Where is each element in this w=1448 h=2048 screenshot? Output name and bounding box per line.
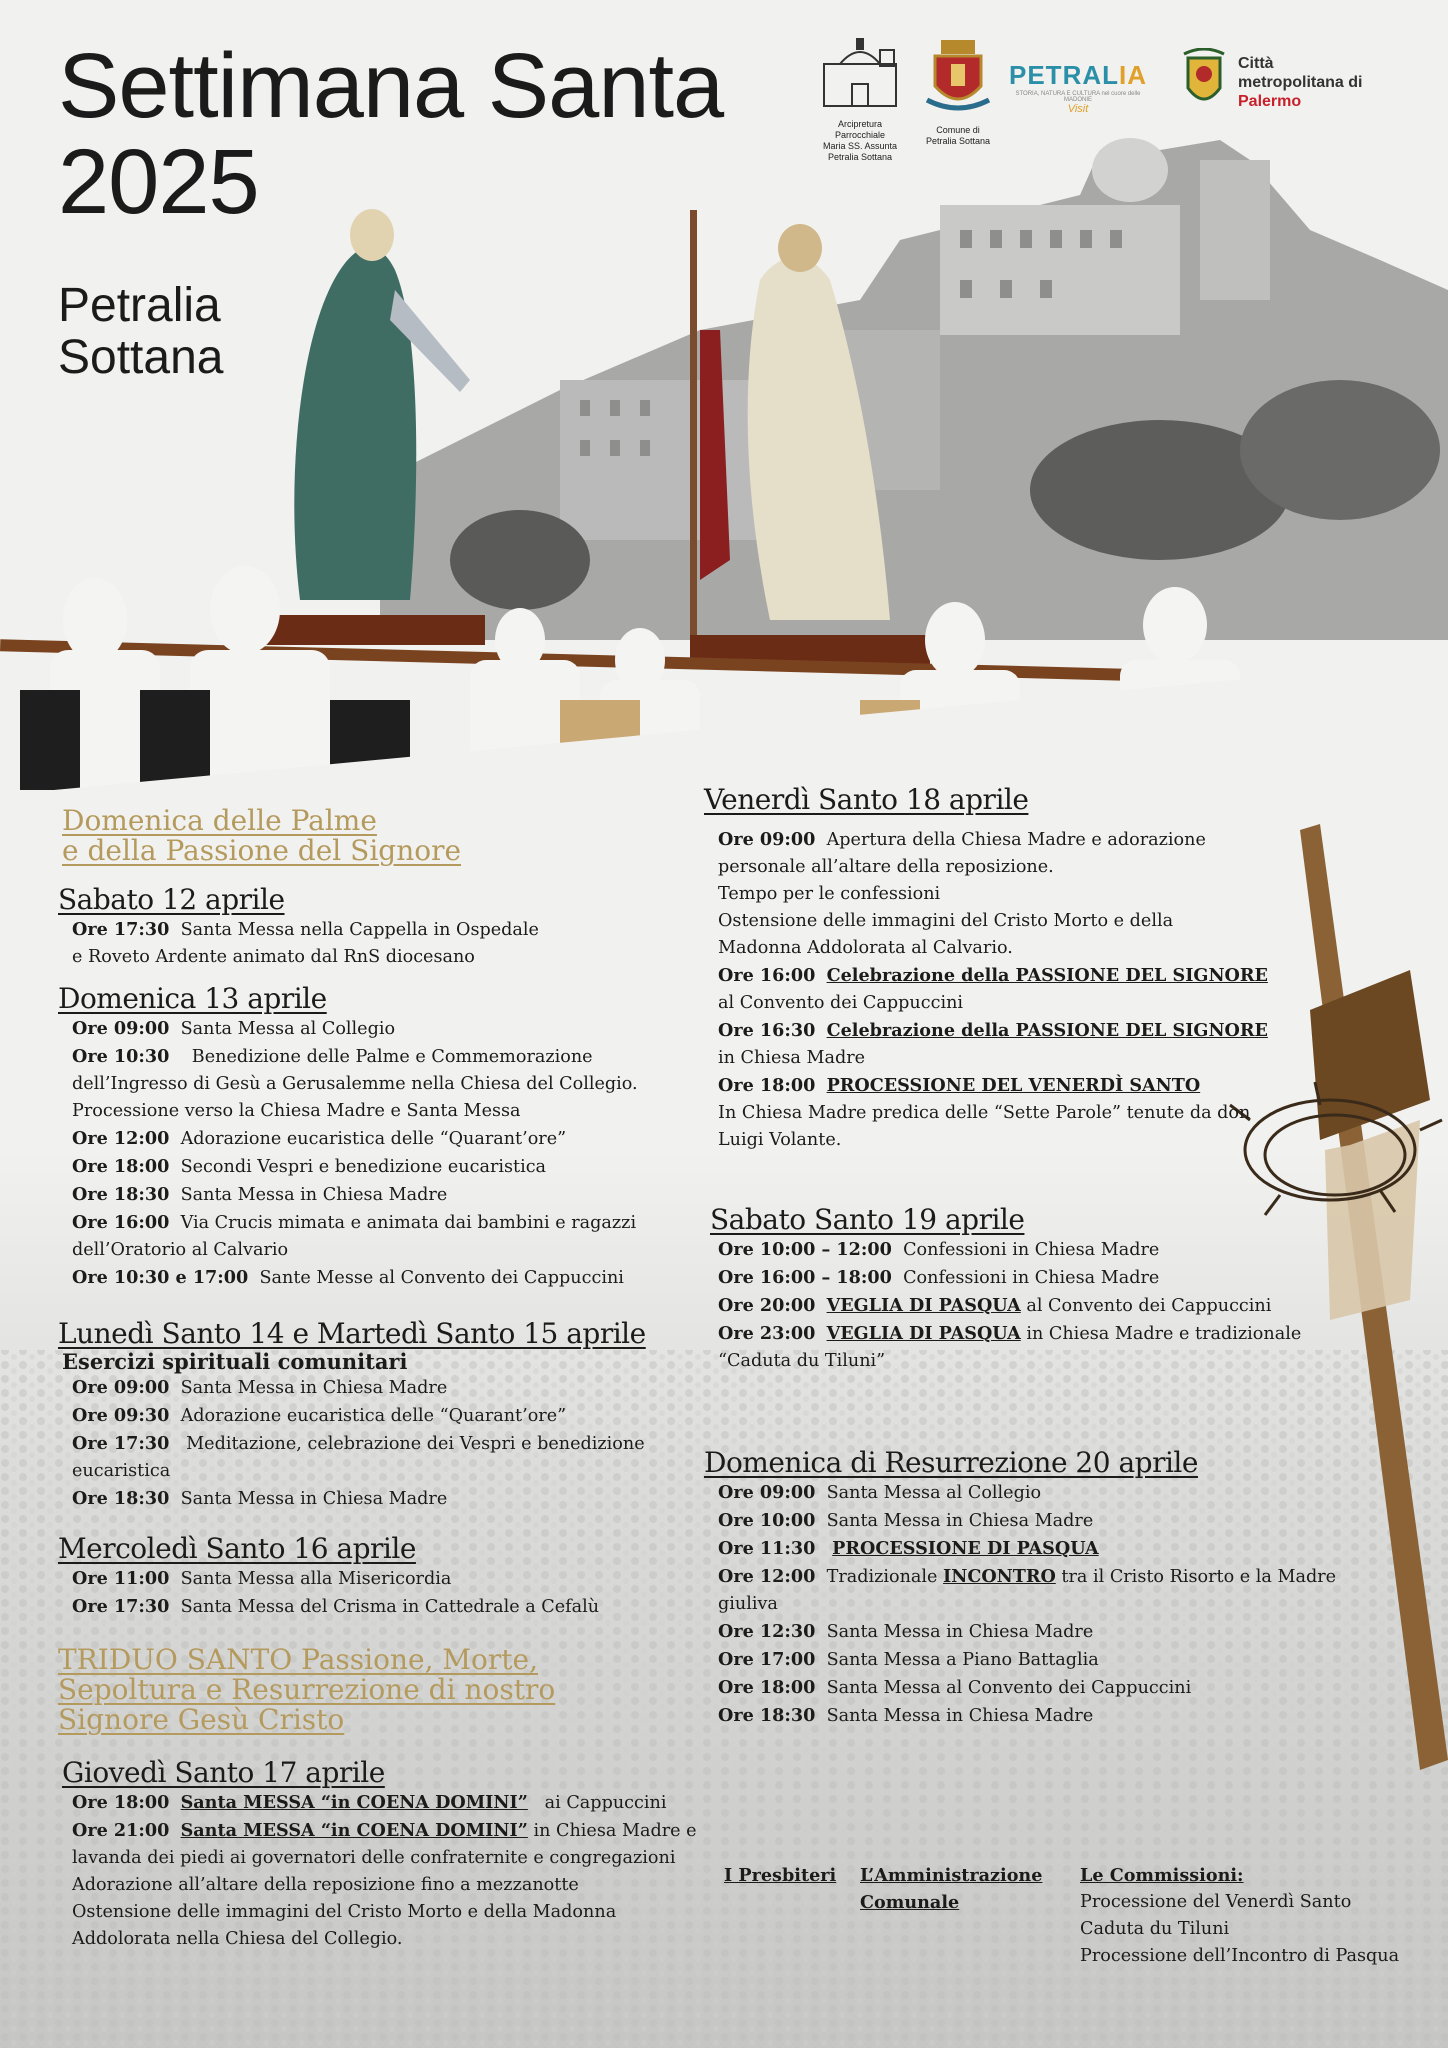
schedule-line	[704, 826, 1344, 854]
commissione-3: Processione dell’Incontro di Pasqua	[1080, 1946, 1400, 1966]
time: Ore 18:00	[718, 1677, 816, 1698]
time: Ore 18:30	[718, 1705, 816, 1726]
time: Ore 23:00	[718, 1323, 816, 1344]
event: in Chiesa Madre e tradizionale	[1026, 1324, 1302, 1344]
event: tra il Cristo Risorto e la Madre	[1061, 1567, 1337, 1587]
heading-sabato-12: Sabato 12 aprile	[58, 883, 285, 916]
time: Ore 11:00	[72, 1568, 170, 1589]
event: Santa Messa nella Cappella in Ospedale	[180, 920, 539, 940]
parish-logo	[812, 34, 908, 163]
metropolitan-crest-icon	[1180, 48, 1228, 118]
time: Ore 17:00	[718, 1649, 816, 1670]
time: Ore 18:30	[72, 1184, 170, 1205]
event-highlight: VEGLIA DI PASQUA	[826, 1295, 1021, 1316]
schedule-line	[58, 1125, 698, 1153]
schedule-line: al Convento dei Cappuccini	[718, 993, 964, 1013]
schedule-line	[704, 1618, 1344, 1646]
place-name	[58, 280, 223, 384]
comune-caption-2: Petralia Sottana	[925, 136, 991, 146]
schedule-line: Ostensione delle immagini del Cristo Morto e della Madonna	[72, 1902, 617, 1922]
schedule-line	[58, 1374, 698, 1402]
schedule-line	[704, 1702, 1344, 1730]
schedule-line	[704, 1674, 1344, 1702]
time: Ore 18:00	[72, 1156, 170, 1177]
section-venerdi-18	[704, 784, 1344, 1154]
schedule-line: Addolorata nella Chiesa del Collegio.	[72, 1929, 403, 1949]
schedule-line: In Chiesa Madre predica delle “Sette Parole” tenute da don	[718, 1103, 1251, 1123]
schedule-line	[58, 1485, 698, 1513]
schedule-line: Processione verso la Chiesa Madre e Santa Messa	[72, 1101, 521, 1121]
event: al Convento dei Cappuccini	[1026, 1296, 1272, 1316]
schedule-line	[704, 1646, 1344, 1674]
event: Sante Messe al Convento dei Cappuccini	[259, 1268, 624, 1288]
time: Ore 16:30	[718, 1020, 816, 1041]
event: Santa Messa in Chiesa Madre	[180, 1185, 448, 1205]
schedule-line: e Roveto Ardente animato dal RnS diocesano	[72, 947, 475, 967]
time: Ore 16:00	[72, 1212, 170, 1233]
event: Adorazione eucaristica delle “Quarant’ore”	[180, 1129, 567, 1149]
palme-heading-1: Domenica delle Palme	[62, 804, 377, 837]
event-highlight: Santa MESSA “in COENA DOMINI”	[180, 1820, 528, 1841]
cm-line-2: metropolitana di	[1238, 74, 1363, 91]
section-domenica-20	[704, 1447, 1344, 1730]
church-icon	[820, 34, 900, 114]
section-domenica-13	[58, 983, 698, 1292]
event: Via Crucis mimata e animata dai bambini e ragazzi	[180, 1213, 637, 1233]
parish-caption-1: Arcipretura	[837, 119, 882, 129]
event-highlight: INCONTRO	[943, 1566, 1056, 1587]
event: Confessioni in Chiesa Madre	[903, 1268, 1160, 1288]
schedule-line	[704, 1072, 1344, 1100]
schedule-line	[58, 1264, 698, 1292]
triduo-heading	[58, 1645, 698, 1735]
time: Ore 10:30	[72, 1046, 170, 1067]
place-line-2: Sottana	[58, 331, 224, 384]
event: Santa Messa in Chiesa Madre	[180, 1489, 448, 1509]
event: Secondi Vespri e benedizione eucaristica	[180, 1157, 547, 1177]
comune-caption-1: Comune di	[936, 125, 980, 135]
schedule-line	[704, 1017, 1344, 1045]
time: Ore 16:00	[718, 965, 816, 986]
schedule-line	[58, 1015, 698, 1043]
citta-metropolitana-logo	[1180, 48, 1380, 123]
time: Ore 18:00	[718, 1075, 816, 1096]
schedule-line: Tempo per le confessioni	[718, 884, 941, 904]
event: Confessioni in Chiesa Madre	[903, 1240, 1160, 1260]
time: Ore 10:00	[718, 1510, 816, 1531]
schedule-line	[58, 1817, 698, 1845]
section-sabato-12	[58, 884, 698, 971]
event-highlight: Celebrazione della PASSIONE DEL SIGNORE	[826, 965, 1268, 986]
parish-caption-2: Parrocchiale	[834, 130, 886, 140]
time: Ore 17:30	[72, 1596, 170, 1617]
event: Santa Messa al Convento dei Cappuccini	[826, 1678, 1192, 1698]
event: Adorazione eucaristica delle “Quarant’ore”	[180, 1406, 567, 1426]
event: ai Cappuccini	[544, 1793, 667, 1813]
schedule-line: Adorazione all’altare della reposizione fino a mezzanotte	[72, 1875, 579, 1895]
time: Ore 09:00	[72, 1377, 170, 1398]
schedule-line: personale all’altare della reposizione.	[718, 857, 1054, 877]
event: Santa Messa in Chiesa Madre	[826, 1622, 1094, 1642]
visit-petralia-logo	[1008, 60, 1148, 115]
schedule-line	[704, 1264, 1344, 1292]
commissione-2: Caduta du Tiluni	[1080, 1919, 1230, 1939]
time: Ore 20:00	[718, 1295, 816, 1316]
time: Ore 17:30	[72, 1433, 170, 1454]
commissione-1: Processione del Venerdì Santo	[1080, 1892, 1352, 1912]
schedule-line: lavanda dei piedi ai governatori delle confraternite e congregazioni	[72, 1848, 676, 1868]
time: Ore 09:00	[72, 1018, 170, 1039]
subheading-esercizi: Esercizi spirituali comunitari	[62, 1349, 408, 1374]
event-highlight: Santa MESSA “in COENA DOMINI”	[180, 1792, 528, 1813]
heading-domenica-13: Domenica 13 aprile	[58, 982, 327, 1015]
triduo-line-3: Signore Gesù Cristo	[58, 1703, 345, 1736]
event: Apertura della Chiesa Madre e adorazione	[826, 830, 1206, 850]
comune-logo	[918, 34, 998, 147]
time: Ore 10:30 e 17:00	[72, 1267, 249, 1288]
schedule-line: giuliva	[718, 1594, 778, 1614]
schedule-line	[58, 916, 698, 944]
triduo-line-2: Sepoltura e Resurrezione di nostro	[58, 1673, 556, 1706]
left-column	[58, 806, 698, 1953]
time: Ore 12:00	[718, 1566, 816, 1587]
event: Santa Messa al Collegio	[180, 1019, 396, 1039]
time: Ore 12:30	[718, 1621, 816, 1642]
cm-line-3: Palermo	[1238, 93, 1302, 110]
petralia-visit: Visit	[1067, 103, 1089, 115]
event-highlight: Celebrazione della PASSIONE DEL SIGNORE	[826, 1020, 1268, 1041]
signature-amministrazione	[860, 1862, 1042, 1916]
time: Ore 09:00	[718, 1482, 816, 1503]
time: Ore 12:00	[72, 1128, 170, 1149]
schedule-line	[704, 1563, 1344, 1591]
schedule-line	[58, 1181, 698, 1209]
event: Santa Messa in Chiesa Madre	[180, 1378, 448, 1398]
section-lunedi-14	[58, 1318, 698, 1513]
parish-caption-4: Petralia Sottana	[827, 152, 893, 162]
signature-commissioni	[1080, 1862, 1399, 1970]
event: Santa Messa al Collegio	[826, 1483, 1042, 1503]
time: Ore 16:00 – 18:00	[718, 1267, 892, 1288]
schedule-line	[58, 1043, 698, 1071]
section-sabato-19	[704, 1204, 1344, 1375]
event-highlight: VEGLIA DI PASQUA	[826, 1323, 1021, 1344]
time: Ore 17:30	[72, 919, 170, 940]
time: Ore 11:30	[718, 1538, 816, 1559]
heading-sabato-19: Sabato Santo 19 aprile	[710, 1203, 1025, 1236]
event: in Chiesa Madre e	[533, 1821, 697, 1841]
title-line-1: Settimana Santa	[58, 35, 724, 137]
title-line-2: 2025	[58, 131, 259, 233]
time: Ore 09:00	[718, 829, 816, 850]
heading-venerdi-18: Venerdì Santo 18 aprile	[704, 783, 1029, 816]
coat-of-arms-icon	[923, 34, 993, 120]
time: Ore 10:00 – 12:00	[718, 1239, 892, 1260]
petralia-word-a: PETRAL	[1009, 60, 1119, 90]
schedule-line: Luigi Volante.	[718, 1130, 842, 1150]
triduo-line-1: TRIDUO SANTO Passione, Morte,	[58, 1643, 539, 1676]
schedule-line	[58, 1402, 698, 1430]
event: Santa Messa in Chiesa Madre	[826, 1511, 1094, 1531]
schedule-line	[704, 1535, 1344, 1563]
time: Ore 18:30	[72, 1488, 170, 1509]
schedule-line: “Caduta du Tiluni”	[718, 1351, 886, 1371]
schedule-line	[704, 1479, 1344, 1507]
palme-heading-2: e della Passione del Signore	[62, 834, 462, 867]
time: Ore 21:00	[72, 1820, 170, 1841]
schedule-line: eucaristica	[72, 1461, 171, 1481]
event-highlight: PROCESSIONE DEL VENERDÌ SANTO	[826, 1075, 1201, 1096]
heading-mercoledi-16: Mercoledì Santo 16 aprile	[58, 1532, 416, 1565]
event: Benedizione delle Palme e Commemorazione	[191, 1047, 593, 1067]
time: Ore 09:30	[72, 1405, 170, 1426]
schedule-line: in Chiesa Madre	[718, 1048, 866, 1068]
signature-commissioni-label: Le Commissioni:	[1080, 1865, 1244, 1886]
parish-caption-3: Maria SS. Assunta	[822, 141, 898, 151]
event: Santa Messa alla Misericordia	[180, 1569, 452, 1589]
event: Santa Messa in Chiesa Madre	[826, 1706, 1094, 1726]
place-line-1: Petralia	[58, 279, 221, 332]
schedule-line: Ostensione delle immagini del Cristo Morto e della	[718, 911, 1174, 931]
schedule-line	[704, 962, 1344, 990]
schedule-line	[58, 1209, 698, 1237]
schedule-line	[58, 1789, 698, 1817]
right-column	[704, 784, 1344, 1730]
schedule-line: dell’Oratorio al Calvario	[72, 1240, 289, 1260]
signature-amministrazione-line-2: Comunale	[860, 1892, 960, 1913]
event: Meditazione, celebrazione dei Vespri e benedizione	[186, 1434, 645, 1454]
schedule-line	[704, 1320, 1344, 1348]
schedule-line	[58, 1565, 698, 1593]
signature-amministrazione-line-1: L’Amministrazione	[860, 1865, 1043, 1886]
petralia-tagline: STORIA, NATURA E CULTURA nel cuore delle MADONIE	[1015, 91, 1141, 103]
petralia-wordmark	[1008, 60, 1148, 91]
signature-presbiteri	[724, 1862, 836, 1889]
heading-lunedi-14: Lunedì Santo 14 e Martedì Santo 15 aprile	[58, 1317, 646, 1350]
cm-line-1: Città	[1238, 55, 1274, 72]
petralia-word-b: IA	[1119, 60, 1147, 90]
schedule-line	[58, 1153, 698, 1181]
schedule-line: dell’Ingresso di Gesù a Gerusalemme nella Chiesa del Collegio.	[72, 1074, 638, 1094]
schedule-line	[704, 1507, 1344, 1535]
heading-domenica-20: Domenica di Resurrezione 20 aprile	[704, 1446, 1198, 1479]
schedule-line	[58, 1593, 698, 1621]
signature-presbiteri-label: I Presbiteri	[724, 1865, 837, 1886]
event: Santa Messa del Crisma in Cattedrale a Cefalù	[180, 1597, 600, 1617]
event: Tradizionale	[826, 1567, 938, 1587]
section-mercoledi-16	[58, 1533, 698, 1621]
time: Ore 18:00	[72, 1792, 170, 1813]
heading-giovedi-17: Giovedì Santo 17 aprile	[62, 1756, 385, 1789]
event-highlight: PROCESSIONE DI PASQUA	[832, 1538, 1099, 1559]
schedule-line	[704, 1236, 1344, 1264]
schedule-line	[704, 1292, 1344, 1320]
event: Santa Messa a Piano Battaglia	[826, 1650, 1099, 1670]
page-title	[58, 35, 724, 233]
schedule-line	[58, 1430, 698, 1458]
section-giovedi-17	[58, 1757, 698, 1953]
schedule-line: Madonna Addolorata al Calvario.	[718, 938, 1013, 958]
citta-metropolitana-text	[1238, 54, 1362, 111]
